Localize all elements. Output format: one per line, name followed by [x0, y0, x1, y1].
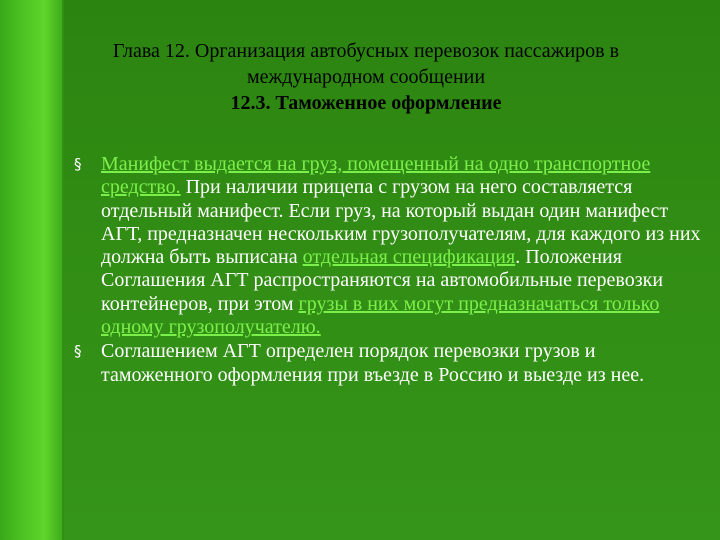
hyperlink-single-consignee[interactable]: грузы в них могут предназначаться только одному грузополучателю.	[101, 292, 660, 339]
bullet-item-2	[74, 340, 704, 387]
bullet-1-text-part: При наличии прицепа с грузом на него составляется отдельный манифест. Если груз, на который выдан один манифест АГТ, предназначен нескольким грузополучателям, для каждого из них должна быть выписана	[101, 176, 701, 269]
hyperlink-manifest[interactable]: Манифест выдается на груз, помещенный на одно транспортное средство.	[101, 153, 651, 199]
bullet-list	[74, 153, 704, 388]
bullet-1-text-part: . Положения Соглашения АГТ распространяются на автомобильные перевозки контейнеров, при этом	[101, 246, 664, 315]
title-line-2: международном сообщении	[246, 66, 486, 88]
hyperlink-specification[interactable]: отдельная спецификация	[302, 246, 516, 269]
section-bullet-icon: §	[74, 155, 82, 173]
bullet-1-text	[101, 153, 701, 338]
slide-title	[40, 38, 692, 116]
section-bullet-icon: §	[74, 342, 82, 361]
bullet-2-text: Соглашением АГТ определен порядок перевозки грузов и таможенного оформления при въезде в Россию и выезде из нее.	[101, 340, 645, 386]
bullet-item-1	[74, 153, 704, 339]
slide-subtitle: 12.3. Таможенное оформление	[230, 92, 502, 114]
title-line-1: Глава 12. Организация автобусных перевозок пассажиров в	[112, 40, 620, 62]
